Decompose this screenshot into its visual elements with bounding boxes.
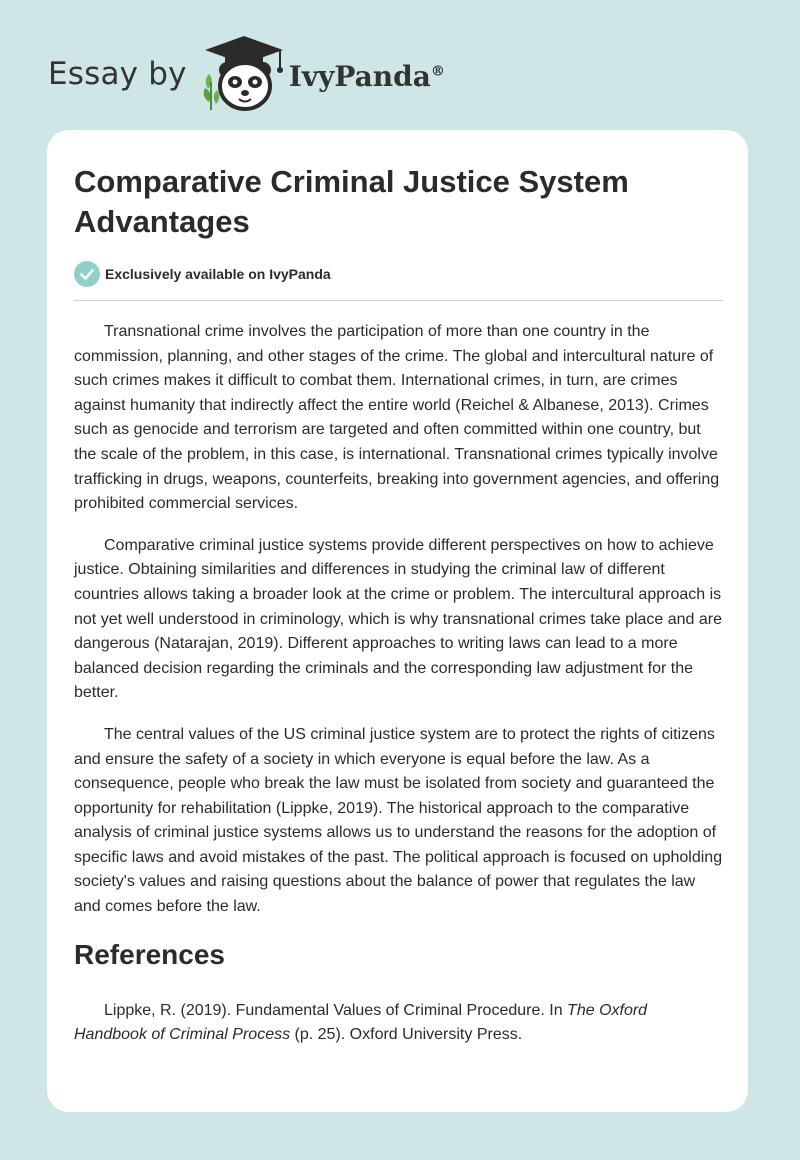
panda-graduate-icon[interactable]	[201, 34, 287, 114]
paragraph-2: Comparative criminal justice systems provide different perspectives on how to achieve justice. Obtaining similarities and differences in studying the criminal law of different countries allows taking a broader look at the crime or problem. The intercultural approach is not yet well understood in criminology, which is why transnational crimes take place and are dangerous (Natarajan, 2019). Different approaches to writing laws can lead to a more balanced decision regarding the criminals and the corresponding law adjustment for the better.	[74, 536, 723, 702]
brand-name	[289, 60, 445, 93]
reference-text-start: Lippke, R. (2019). Fundamental Values of Criminal Procedure. In	[104, 1001, 568, 1019]
essay-by-label: Essay by	[48, 56, 187, 92]
registered-mark: ®	[430, 63, 445, 80]
exclusive-badge	[74, 261, 723, 287]
references-heading: References	[74, 938, 225, 970]
essay-content	[74, 162, 723, 1048]
check-circle-icon	[74, 261, 100, 287]
title-divider	[74, 300, 723, 301]
reference-text-end: (p. 25). Oxford University Press.	[290, 1026, 523, 1044]
exclusive-text: Exclusively available on IvyPanda	[105, 266, 331, 282]
paragraph-3: The central values of the US criminal justice system are to protect the rights of citizens and ensure the safety of a society in which everyone is equal before the law. As a consequence, people who break the law must be isolated from society and guaranteed the opportunity for rehabilitation (Lippke, 2019). The historical approach to the comparative analysis of criminal justice systems allows us to understand the reasons for the adoption of specific laws and avoid mistakes of the past. The political approach is focused on upholding society's values and raising questions about the balance of power that regulates the law and comes before the law.	[74, 725, 723, 916]
reference-book-title: The Oxford Handbook of Criminal Process	[74, 1001, 648, 1044]
paragraph-1: Transnational crime involves the participation of more than one country in the commission, planning, and other stages of the crime. The global and intercultural nature of such crimes makes it difficult to combat them. International crimes, in turn, are crimes against humanity that indirectly affect the entire world (Reichel & Albanese, 2013). Crimes such as genocide and terrorism are targeted and often committed within one country, but the scale of the problem, in this case, is international. Transnational crimes typically involve trafficking in drugs, weapons, counterfeits, breaking into government agencies, and offering prohibited commercial services.	[74, 323, 720, 513]
reference-item	[74, 999, 723, 1048]
brand-name-text: IvyPanda	[288, 59, 431, 93]
site-header	[48, 34, 445, 114]
essay-card	[47, 130, 748, 1112]
essay-title: Comparative Criminal Justice System Advantages	[74, 164, 629, 239]
